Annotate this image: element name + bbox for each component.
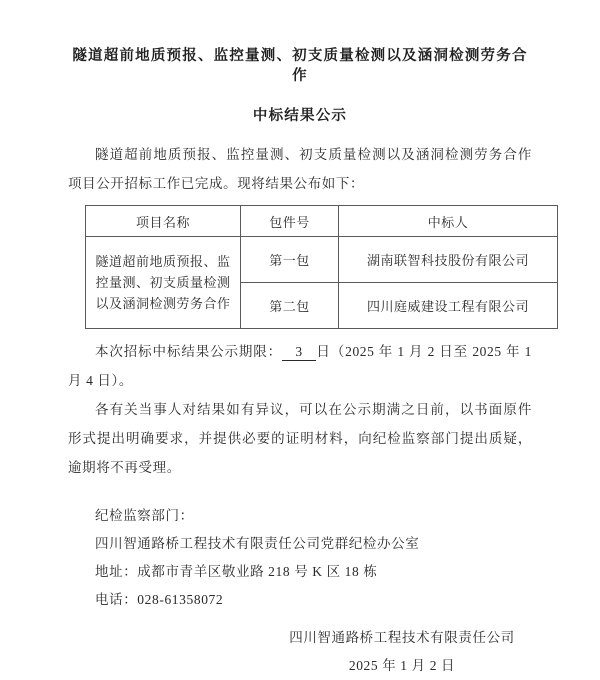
table-row (86, 237, 558, 283)
document-title (68, 46, 532, 126)
table-header-row (86, 206, 558, 237)
discipline-inspection-dept-label: 纪检监察部门： (95, 508, 194, 523)
package-cell: 第二包 (241, 283, 339, 329)
project-name-cell: 隧道超前地质预报、监控量测、初支质量检测以及涵洞检测劳务合作 (86, 237, 241, 329)
signature-company: 四川智通路桥工程技术有限责任公司 (289, 630, 515, 645)
package-cell: 第一包 (241, 237, 339, 283)
discipline-inspection-office: 四川智通路桥工程技术有限责任公司党群纪检办公室 (95, 536, 420, 551)
period-days-value: 3 (282, 343, 316, 361)
title-line-2: 中标结果公示 (252, 108, 348, 124)
address-line: 地址：成都市青羊区敬业路 218 号 K 区 18 栋 (95, 564, 378, 579)
column-header-package-number: 包件号 (241, 206, 339, 237)
publicity-period-paragraph (68, 337, 532, 395)
signature-block (286, 624, 518, 680)
contact-block (95, 502, 532, 614)
phone-line: 电话：028-61358072 (95, 592, 224, 607)
bid-result-table (85, 205, 558, 329)
objection-paragraph: 各有关当事人对结果如有异议，可以在公示期满之日前，以书面原件形式提出明确要求，并提供必要的证明材料，向纪检监察部门提出质疑，逾期将不再受理。 (68, 402, 532, 475)
column-header-project-name: 项目名称 (86, 206, 241, 237)
period-suffix-text: 日（2025 年 1 月 2 日至 2025 年 1 月 4 日）。 (68, 344, 532, 388)
column-header-winning-bidder: 中标人 (339, 206, 558, 237)
winner-cell: 四川庭威建设工程有限公司 (339, 283, 558, 329)
title-line-1: 隧道超前地质预报、监控量测、初支质量检测以及涵洞检测劳务合作 (72, 48, 528, 84)
period-prefix-text: 本次招标中标结果公示期限： (95, 344, 283, 359)
signature-date: 2025 年 1 月 2 日 (348, 658, 456, 673)
intro-paragraph: 隧道超前地质预报、监控量测、初支质量检测以及涵洞检测劳务合作项目公开招标工作已完成。现将结果公布如下： (68, 147, 532, 191)
winner-cell: 湖南联智科技股份有限公司 (339, 237, 558, 283)
